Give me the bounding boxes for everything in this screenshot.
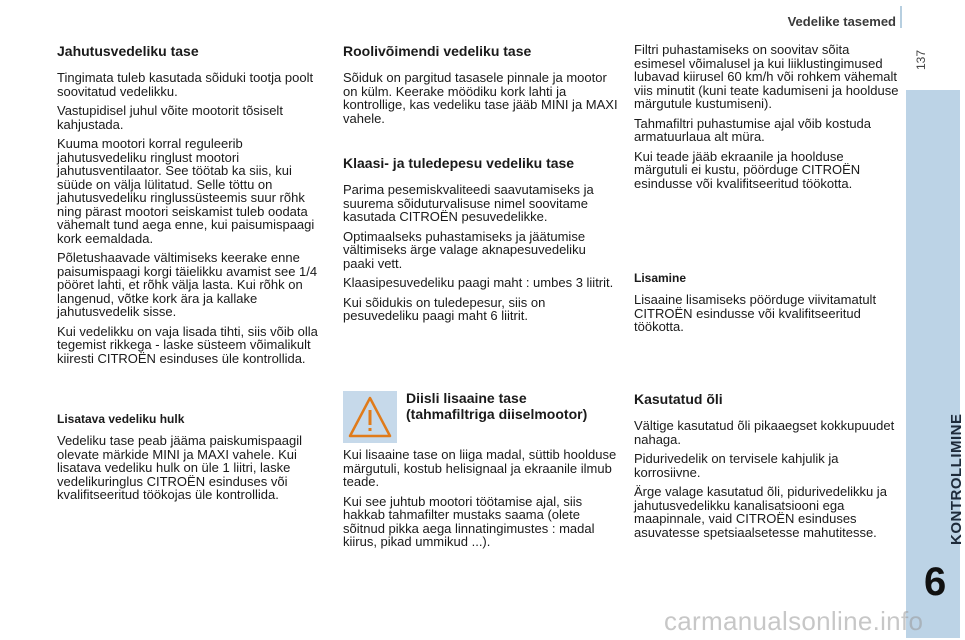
paragraph: Kui teade jääb ekraanile ja hoolduse märgutuli ei kustu, pöörduge CITROËN esindusse või kvalifitseeritud töökotta. bbox=[634, 148, 861, 191]
header-divider bbox=[900, 6, 902, 28]
paragraph: Tahmafiltri puhastumise ajal võib kostuda armatuurlaua alt müra. bbox=[634, 115, 872, 144]
paragraph: Klaasipesuvedeliku paagi maht : umbes 3 liitrit. bbox=[343, 275, 614, 290]
column-filter bbox=[634, 43, 900, 196]
column-coolant bbox=[57, 43, 327, 371]
paragraph: Filtri puhastamiseks on soovitav sõita esimesel võimalusel ja kui liiklustingimused lubavad kiirusel 60 km/h või rohkem vähemalt viis minutit (kuni teate kadumiseni ja hoolduse märgutule kustumiseni). bbox=[634, 42, 899, 111]
paragraph: Kui lisaaine tase on liiga madal, süttib hoolduse märgutuli, kostub helisignaal ja ekraanile ilmub teade. bbox=[343, 447, 617, 489]
column-steering-washer bbox=[343, 43, 619, 131]
section-heading-steering: Roolivõimendi vedeliku tase bbox=[343, 43, 532, 59]
section-heading-diesel-additive: Diisli lisaaine tase (tahmafiltriga diiselmootor) bbox=[406, 390, 588, 422]
column-diesel-additive bbox=[343, 448, 619, 555]
chapter-side-tab bbox=[906, 90, 960, 638]
section-heading-washer: Klaasi- ja tuledepesu vedeliku tase bbox=[343, 155, 575, 171]
paragraph: Kui see juhtub mootori töötamise ajal, siis hakkab tahmafilter mustaks saama (olete sõitnud pikka aega linnatingimustes : madal kiirus, pikad ummikud ...). bbox=[343, 493, 595, 549]
paragraph: Sõiduk on pargitud tasasele pinnale ja mootor on külm. Keerake möödiku kork lahti ja kontrollige, kas vedeliku tase jääb MINI ja MAXI vahele. bbox=[343, 70, 618, 126]
paragraph: Kui vedelikku on vaja lisada tihti, siis võib olla tegemist rikkega - laske süsteem võimalikult kiiresti CITROËN esinduses üle kontrollida. bbox=[57, 323, 318, 366]
paragraph: Kui sõidukis on tuledepesur, siis on pesuvedeliku paagi maht 6 liitrit. bbox=[343, 294, 546, 323]
warning-box bbox=[343, 391, 397, 443]
paragraph: Vedeliku tase peab jääma paiskumispaagil olevate märkide MINI ja MAXI vahele. Kui lisatava vedeliku hulk on üle 1 liitri, laske vedelikuringlus CITROËN esinduses või kvalifitseeritud töökojas üle kontrollida. bbox=[57, 433, 302, 502]
paragraph: Põletushaavade vältimiseks keerake enne paisumispaagi korgi täielikku avamist see 1/4 pööret lahti, et rõhk välja lasta. Kui rõhk on langenud, võtke kork ära ja kallake jahutusvedelik sisse. bbox=[57, 250, 318, 319]
column-coolant-amount bbox=[57, 412, 327, 508]
paragraph: Optimaalseks puhastamiseks ja jäätumise vältimiseks ärge valage aknapesuvedeliku paaki vett. bbox=[343, 228, 586, 271]
paragraph: Ärge valage kasutatud õli, pidurivedelikku ja jahutusvedelikku kanalisatsiooni ega maapinnale, vaid CITROËN esinduses asuvatesse spetsiaalsetesse mahutitesse. bbox=[634, 484, 887, 540]
column-washer bbox=[343, 155, 619, 329]
chapter-tab-label: KONTROLLIMINE bbox=[948, 413, 965, 545]
subheading-refill: Lisamine bbox=[634, 271, 687, 285]
warning-triangle-icon bbox=[343, 391, 397, 443]
column-used-oil bbox=[634, 391, 900, 545]
paragraph: Vältige kasutatud õli pikaaegset kokkupuudet nahaga. bbox=[634, 418, 895, 447]
page-header-title: Vedelike tasemed bbox=[787, 14, 896, 29]
paragraph: Tingimata tuleb kasutada sõiduki tootja poolt soovitatud vedelikku. bbox=[57, 70, 314, 99]
watermark: carmanualsonline.info bbox=[664, 606, 924, 636]
column-refill bbox=[634, 271, 900, 340]
chapter-number: 6 bbox=[924, 560, 947, 604]
page-number: 137 bbox=[914, 49, 928, 70]
subheading-coolant-amount: Lisatava vedeliku hulk bbox=[57, 412, 185, 426]
paragraph: Parima pesemiskvaliteedi saavutamiseks ja suurema sõiduturvalisuse nimel soovitame kasutada CITROËN pesuvedelikke. bbox=[343, 182, 594, 224]
paragraph: Kuuma mootori korral reguleerib jahutusvedeliku ringlust mootori jahutusventilaator. See töötab ka siis, kui süüde on välja lülitatud. Selle töttu on jahutusvedeliku ringlussüsteemis suur rõhk ning pärast mootori seiskamist tuleb oodata vähemalt tund aega enne, kui paisumispaagi kork eemaldada. bbox=[57, 136, 315, 246]
paragraph: Vastupidisel juhul võite mootorit tõsiselt kahjustada. bbox=[57, 103, 283, 132]
section-heading-coolant: Jahutusvedeliku tase bbox=[57, 43, 199, 59]
paragraph: Lisaaine lisamiseks pöörduge viivitamatult CITROËN esindusse või kvalifitseeritud töökotta. bbox=[634, 292, 877, 334]
paragraph: Pidurivedelik on tervisele kahjulik ja korrosiivne. bbox=[634, 451, 839, 480]
section-heading-used-oil: Kasutatud õli bbox=[634, 391, 723, 407]
